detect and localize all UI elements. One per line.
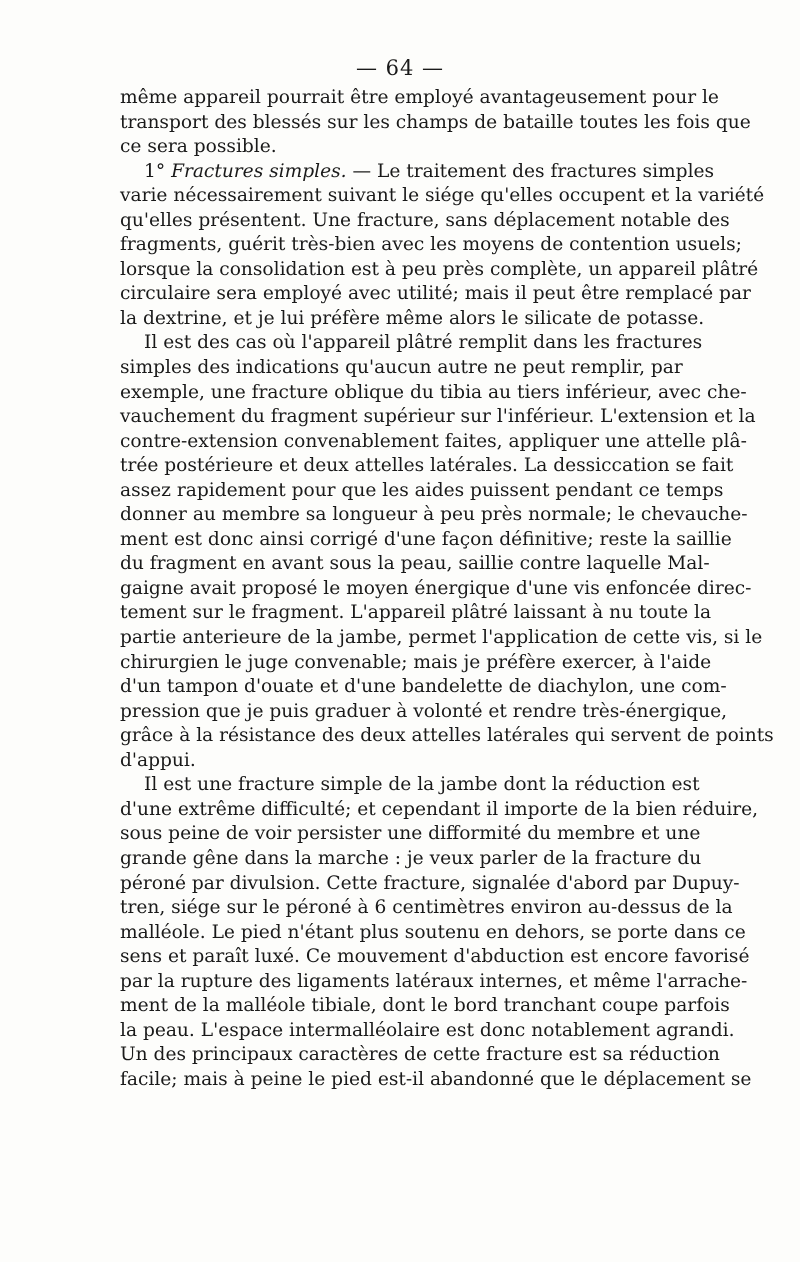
page-number: — 64 —	[355, 56, 445, 80]
text-line: partie anterieure de la jambe, permet l'application de cette vis, si le	[120, 627, 763, 649]
text-line: facile; mais à peine le pied est-il abandonné que le déplacement se	[120, 1068, 752, 1090]
text-line: la peau. L'espace intermalléolaire est donc notablement agrandi.	[120, 1019, 735, 1041]
text-line: par la rupture des ligaments latéraux internes, et même l'arrache-	[120, 970, 748, 992]
text-line: donner au membre sa longueur à peu près normale; le chevauche-	[120, 504, 748, 526]
paragraph	[120, 160, 765, 332]
paragraph	[120, 86, 751, 160]
text-line: tement sur le fragment. L'appareil plâtré laissant à nu toute la	[120, 602, 712, 624]
text-line: grâce à la résistance des deux attelles latérales qui servent de points	[120, 725, 774, 747]
text-line: vauchement du fragment supérieur sur l'inférieur. L'extension et la	[120, 406, 756, 428]
text-line: pression que je puis graduer à volonté et rendre très-énergique,	[120, 700, 728, 722]
text-line: d'une extrême difficulté; et cependant il importe de la bien réduire,	[120, 798, 759, 820]
text-line-fragment: — Le traitement des fractures simples	[352, 160, 715, 182]
text-line: trée postérieure et deux attelles latérales. La dessiccation se fait	[120, 455, 734, 477]
text-line: péroné par divulsion. Cette fracture, signalée d'abord par Dupuy-	[120, 872, 740, 894]
text-line: simples des indications qu'aucun autre ne peut remplir, par	[120, 357, 683, 379]
section-number: 1°	[144, 160, 166, 182]
text-line: circulaire sera employé avec utilité; mais il peut être remplacé par	[120, 283, 751, 305]
text-line: sous peine de voir persister une difformité du membre et une	[120, 823, 701, 845]
text-line: d'appui.	[120, 749, 196, 771]
text-line: assez rapidement pour que les aides puissent pendant ce temps	[120, 479, 724, 501]
paragraph	[120, 773, 759, 1092]
text-line: Il est des cas où l'appareil plâtré remplit dans les fractures	[144, 332, 703, 354]
section-heading: Fractures simples.	[171, 160, 347, 182]
text-line: lorsque la consolidation est à peu près complète, un appareil plâtré	[120, 258, 759, 280]
text-line: Il est une fracture simple de la jambe dont la réduction est	[144, 774, 700, 796]
text-line: malléole. Le pied n'étant plus soutenu en dehors, se porte dans ce	[120, 921, 746, 943]
text-line: même appareil pourrait être employé avantageusement pour le	[120, 87, 719, 108]
text-line: ment de la malléole tibiale, dont le bord tranchant coupe parfois	[120, 995, 730, 1017]
text-line: grande gêne dans la marche : je veux parler de la fracture du	[120, 847, 702, 869]
text-line: du fragment en avant sous la peau, saillie contre laquelle Mal-	[120, 553, 710, 575]
text-line: gaigne avait proposé le moyen énergique d'une vis enfoncée direc-	[120, 577, 752, 599]
text-line: Un des principaux caractères de cette fracture est sa réduction	[120, 1044, 720, 1066]
text-line: transport des blessés sur les champs de bataille toutes les fois que	[120, 111, 751, 133]
text-line: d'un tampon d'ouate et d'une bandelette de diachylon, une com-	[120, 676, 727, 698]
body-text	[120, 86, 774, 1092]
text-line: la dextrine, et je lui préfère même alors le silicate de potasse.	[120, 307, 705, 329]
text-line: qu'elles présentent. Une fracture, sans déplacement notable des	[120, 209, 730, 231]
text-line: ce sera possible.	[120, 136, 277, 158]
text-line: chirurgien le juge convenable; mais je préfère exercer, à l'aide	[120, 651, 712, 673]
paragraph	[120, 331, 774, 773]
text-line: sens et paraît luxé. Ce mouvement d'abduction est encore favorisé	[120, 946, 750, 968]
text-line: contre-extension convenablement faites, appliquer une attelle plâ-	[120, 430, 747, 452]
text-line: fragments, guérit très-bien avec les moyens de contention usuels;	[120, 234, 742, 256]
text-line: exemple, une fracture oblique du tibia au tiers inférieur, avec che-	[120, 381, 747, 403]
text-line: varie nécessairement suivant le siége qu'elles occupent et la variété	[120, 185, 765, 207]
text-line: ment est donc ainsi corrigé d'une façon définitive; reste la saillie	[120, 528, 732, 550]
text-line	[120, 160, 715, 185]
text-line: tren, siége sur le péroné à 6 centimètres environ au-dessus de la	[120, 897, 733, 919]
